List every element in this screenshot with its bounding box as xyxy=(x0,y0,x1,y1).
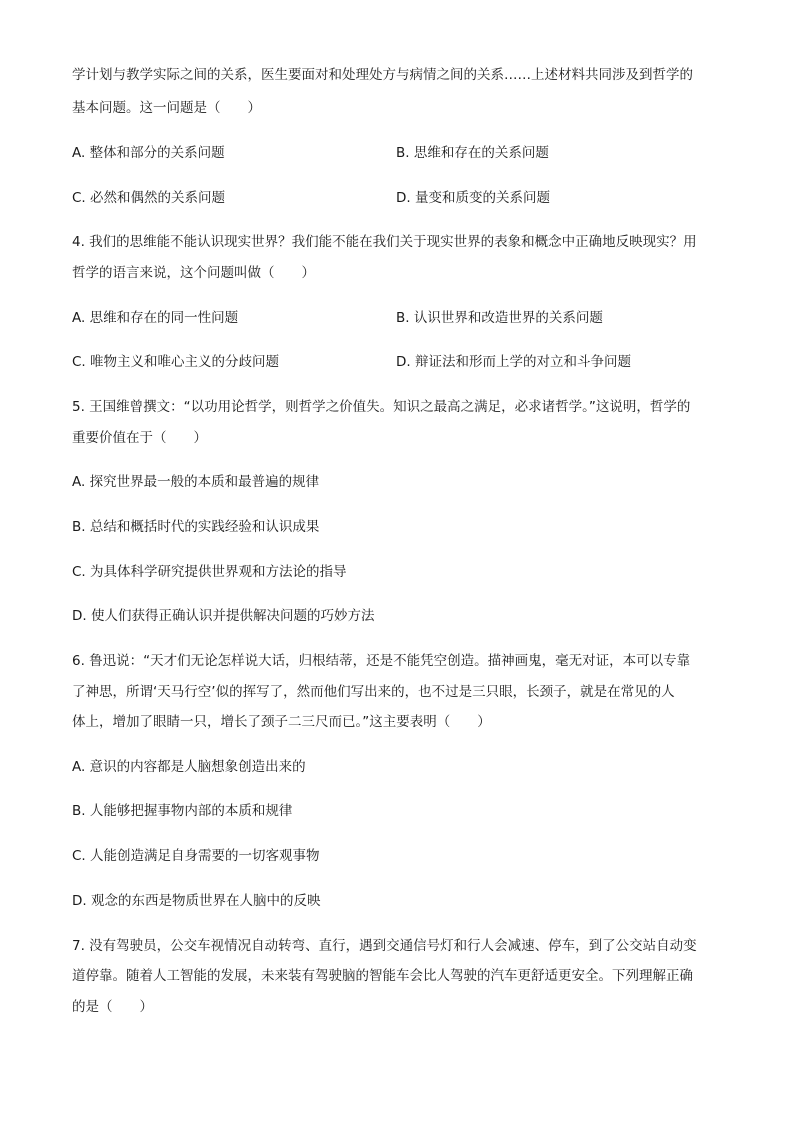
q6-option-b: B. 人能够把握事物内部的本质和规律 xyxy=(72,803,293,819)
q7-stem-line-2: 道停靠。随着人工智能的发展，未来装有驾驶脑的智能车会比人驾驶的汽车更舒适更安全。下列理解正确 xyxy=(72,968,693,984)
q6-option-a: A. 意识的内容都是人脑想象创造出来的 xyxy=(72,759,306,775)
q3-option-d: D. 量变和质变的关系问题 xyxy=(396,190,550,206)
q3-option-a: A. 整体和部分的关系问题 xyxy=(72,145,225,161)
q6-option-c: C. 人能创造满足自身需要的一切客观事物 xyxy=(72,848,320,864)
q7-stem-line-3: 的是（ ） xyxy=(72,999,153,1015)
q4-stem-line-1: 4. 我们的思维能不能认识现实世界？我们能不能在我们关于现实世界的表象和概念中正确地反映现实？用 xyxy=(72,234,697,250)
q4-option-c: C. 唯物主义和唯心主义的分歧问题 xyxy=(72,354,280,370)
q4-stem-line-2: 哲学的语言来说，这个问题叫做（ ） xyxy=(72,265,315,281)
q5-stem-line-2: 重要价值在于（ ） xyxy=(72,430,207,446)
q6-stem-line-3: 体上，增加了眼睛一只，增长了颈子二三尺而已。”这主要表明（ ） xyxy=(72,714,491,730)
q5-option-b: B. 总结和概括时代的实践经验和认识成果 xyxy=(72,519,320,535)
q5-option-c: C. 为具体科学研究提供世界观和方法论的指导 xyxy=(72,564,347,580)
q3-option-b: B. 思维和存在的关系问题 xyxy=(396,145,549,161)
q6-stem-line-2: 了神思，所谓‘天马行空’似的挥写了，然而他们写出来的，也不过是三只眼，长颈子，就是在常见的人 xyxy=(72,684,675,700)
q4-option-d: D. 辩证法和形而上学的对立和斗争问题 xyxy=(396,354,631,370)
q7-stem-line-1: 7. 没有驾驶员，公交车视情况自动转弯、直行，遇到交通信号灯和行人会减速、停车，到了公交站自动变 xyxy=(72,938,697,954)
q3-stem-line-2: 基本问题。这一问题是（ ） xyxy=(72,100,261,116)
q5-option-a: A. 探究世界最一般的本质和最普遍的规律 xyxy=(72,474,320,490)
q3-stem-line-1: 学计划与教学实际之间的关系，医生要面对和处理处方与病情之间的关系……上述材料共同涉及到哲学的 xyxy=(72,67,693,83)
q4-option-a: A. 思维和存在的同一性问题 xyxy=(72,310,239,326)
q4-option-b: B. 认识世界和改造世界的关系问题 xyxy=(396,310,603,326)
q5-stem-line-1: 5. 王国维曾撰文：“以功用论哲学，则哲学之价值失。知识之最高之满足，必求诸哲学。”这说明，哲学的 xyxy=(72,399,691,415)
q6-stem-line-1: 6. 鲁迅说：“天才们无论怎样说大话，归根结蒂，还是不能凭空创造。描神画鬼，毫无对证，本可以专靠 xyxy=(72,653,691,669)
q5-option-d: D. 使人们获得正确认识并提供解决问题的巧妙方法 xyxy=(72,608,375,624)
q6-option-d: D. 观念的东西是物质世界在人脑中的反映 xyxy=(72,893,321,909)
q3-option-c: C. 必然和偶然的关系问题 xyxy=(72,190,226,206)
